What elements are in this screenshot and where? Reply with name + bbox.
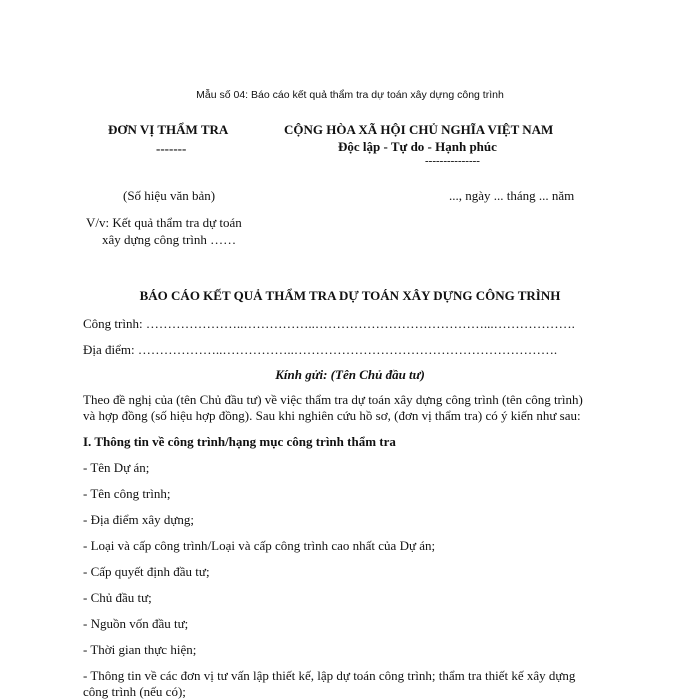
list-item: - Thời gian thực hiện; [83, 642, 197, 657]
recipient: Kính gửi: (Tên Chủ đầu tư) [275, 367, 425, 382]
list-item: - Tên Dự án; [83, 460, 150, 475]
intro-line-2: và hợp đồng (số hiệu hợp đồng). Sau khi nghiên cứu hồ sơ, (đơn vị thẩm tra) có ý kiến như sau: [83, 408, 581, 423]
list-item: - Chủ đầu tư; [83, 590, 152, 605]
intro-line-1: Theo đề nghị của (tên Chủ đầu tư) về việc thẩm tra dự toán xây dựng công trình (tên công trình) [83, 392, 583, 407]
list-item: - Nguồn vốn đầu tư; [83, 616, 189, 631]
org-name: ĐƠN VỊ THẨM TRA [108, 122, 229, 137]
list-item: - Địa điểm xây dựng; [83, 512, 195, 527]
date-line: ..., ngày ... tháng ... năm [449, 188, 575, 203]
field-project: Công trình: …………………..……………..…………………………………...………………. [83, 316, 575, 331]
list-item: - Loại và cấp công trình/Loại và cấp công trình cao nhất của Dự án; [83, 538, 436, 553]
subject-line-2: xây dựng công trình …… [102, 232, 237, 247]
nation-name: CỘNG HÒA XÃ HỘI CHỦ NGHĨA VIỆT NAM [284, 122, 554, 137]
section-heading: I. Thông tin về công trình/hạng mục công trình thẩm tra [83, 434, 396, 449]
form-caption: Mẫu số 04: Báo cáo kết quả thẩm tra dự toán xây dựng công trình [196, 89, 504, 101]
list-item: - Thông tin về các đơn vị tư vấn lập thiết kế, lập dự toán công trình; thẩm tra thiết kế xây dựng [83, 668, 576, 683]
list-item: - Cấp quyết định đầu tư; [83, 564, 210, 579]
subject-line-1: V/v: Kết quả thẩm tra dự toán [86, 215, 242, 230]
list-item: công trình (nếu có); [83, 684, 186, 699]
org-separator: ------- [156, 141, 187, 156]
document-title: BÁO CÁO KẾT QUẢ THẨM TRA DỰ TOÁN XÂY DỰNG CÔNG TRÌNH [139, 288, 561, 303]
national-motto: Độc lập - Tự do - Hạnh phúc [338, 139, 497, 154]
field-location: Địa điểm: ………………..……………..……………………………………………………. [83, 342, 558, 357]
motto-separator: --------------- [425, 155, 480, 167]
document-number: (Số hiệu văn bản) [123, 188, 216, 203]
list-item: - Tên công trình; [83, 486, 171, 501]
